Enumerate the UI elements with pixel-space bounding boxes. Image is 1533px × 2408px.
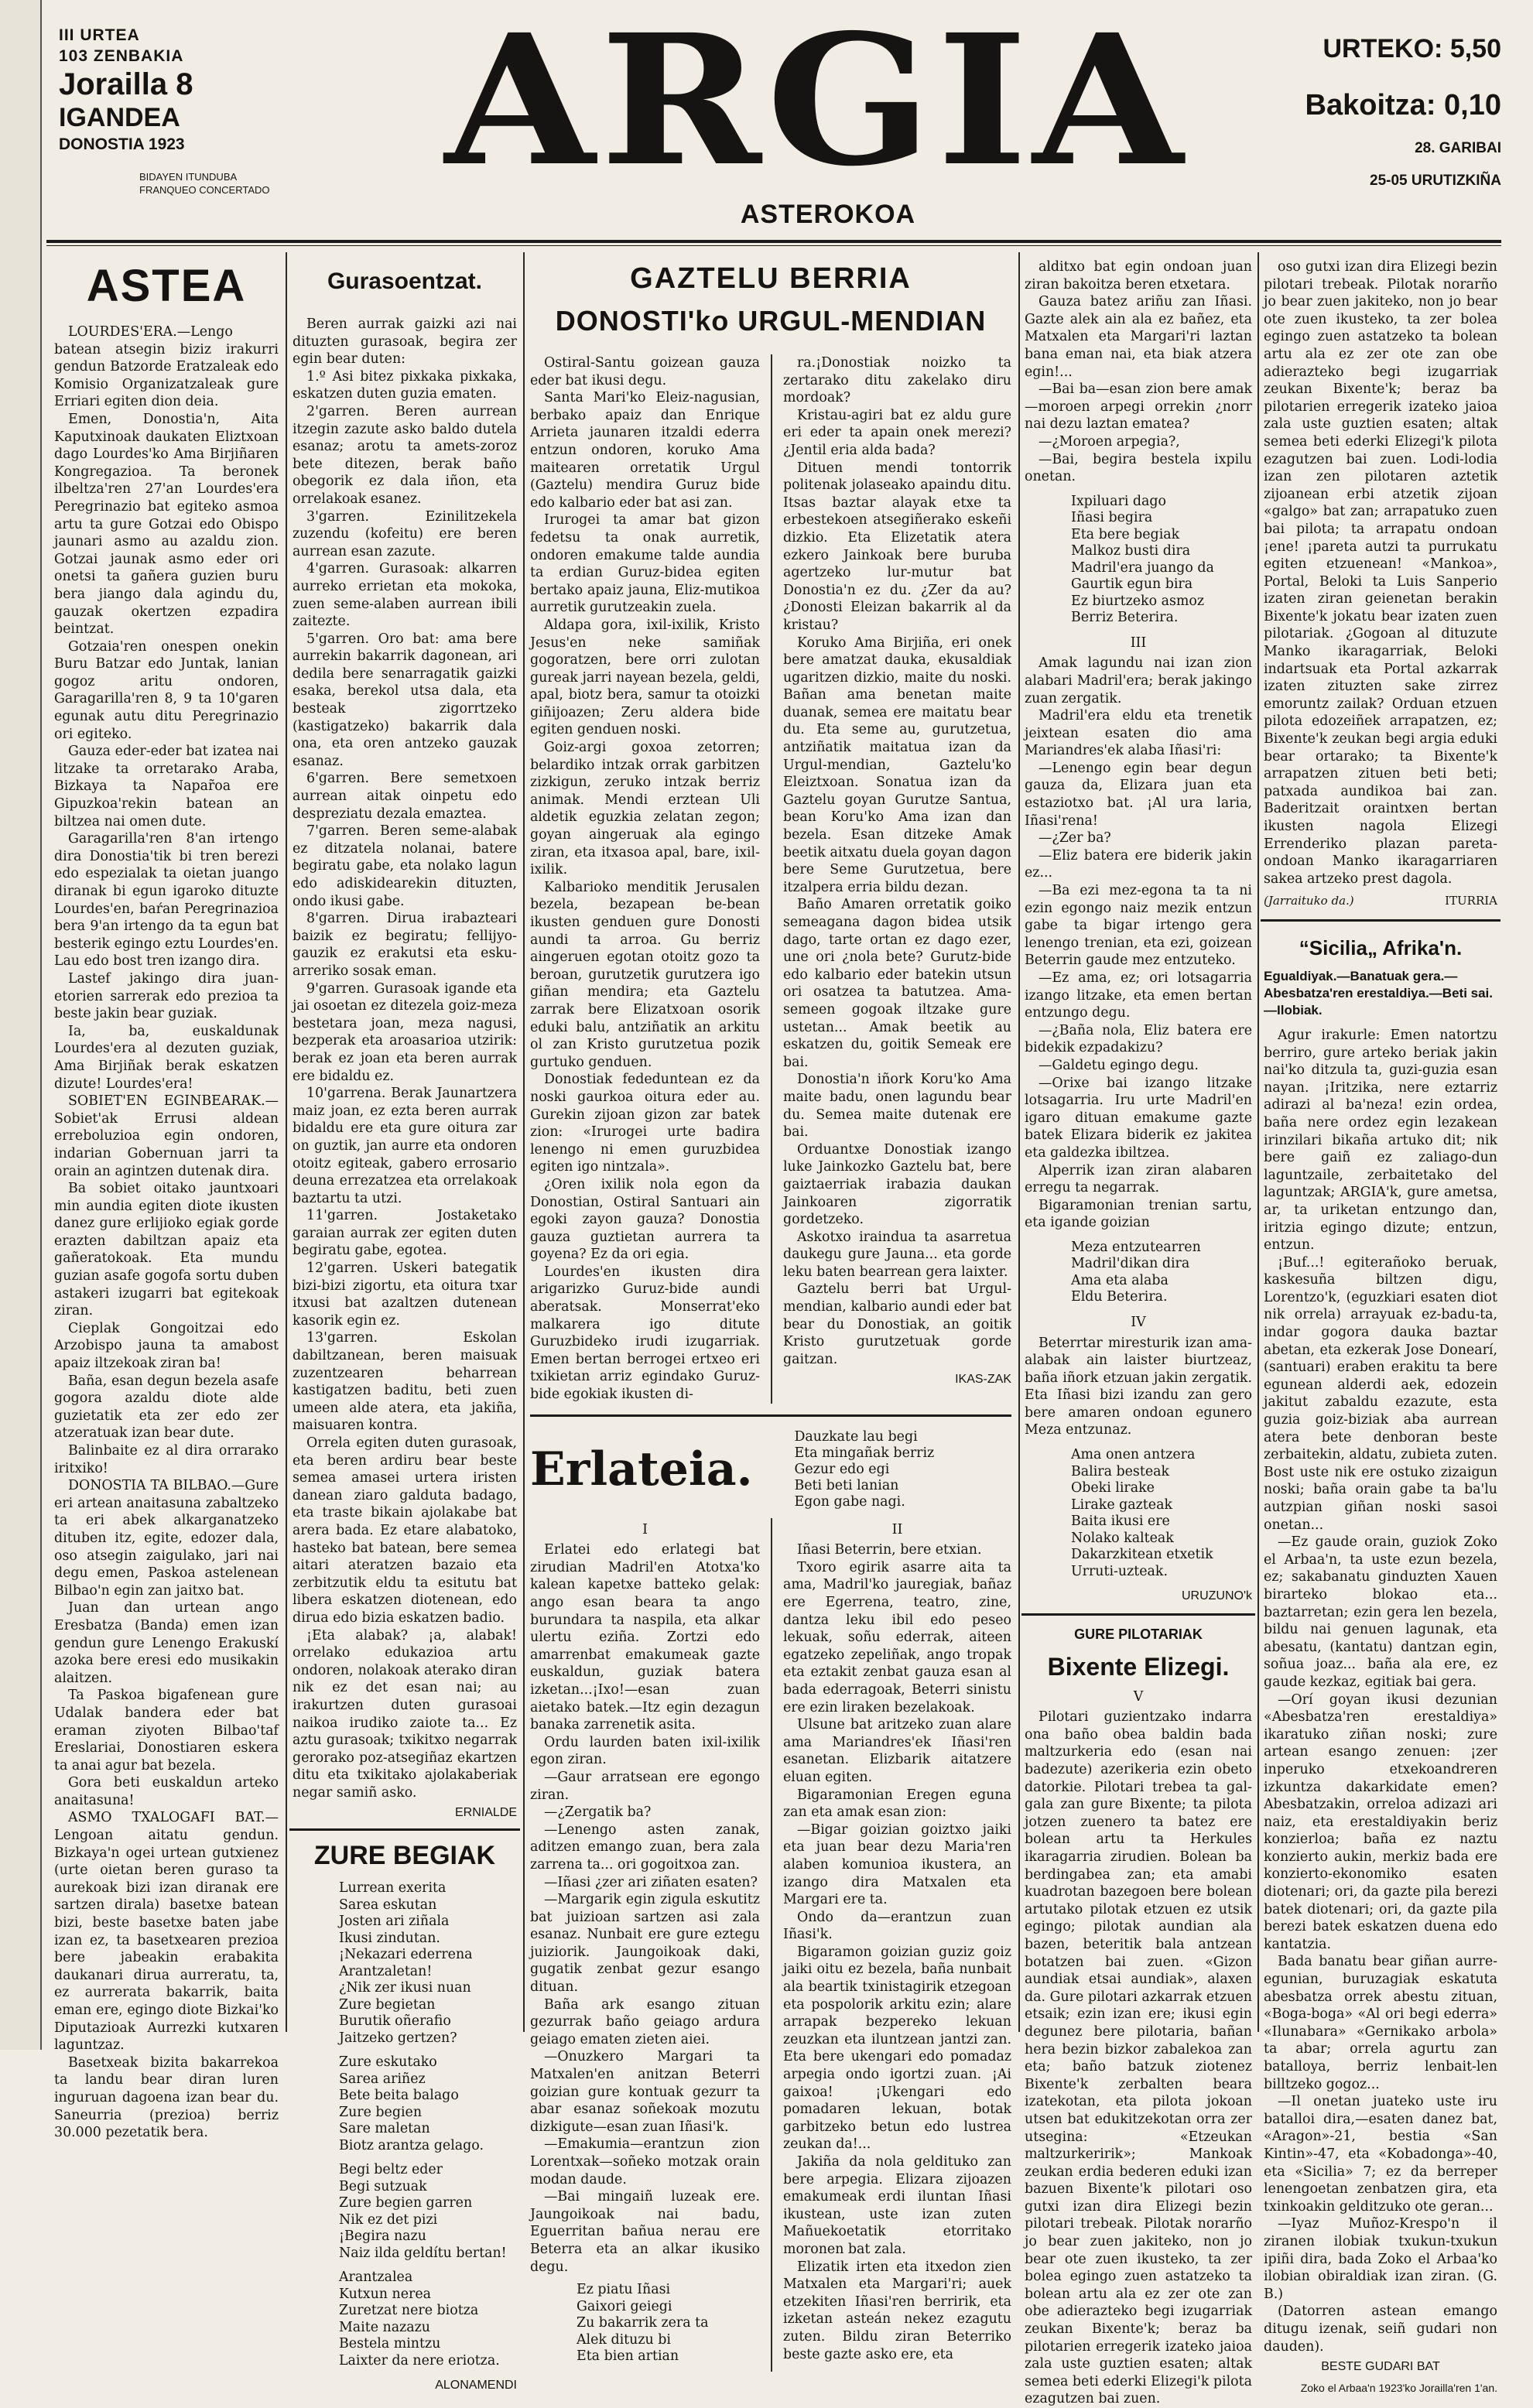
gaztelu-paragraph: Goiz-argi goxoa zetorren; belardiko intzak orrak garbitzen zizkigun, zeruko intzak berriz animak. Mendi erztean Uli aldetik eguzkia zelatan zegon; goyan aingeruak ala egingo ziran, eta itxasoa apal, bare, ixil-ixilik. <box>530 740 760 878</box>
part-iii-body <box>1025 655 1252 1232</box>
masthead-rule <box>46 240 1501 243</box>
astea-paragraph: Juan dan urtean ango Eresbatza (Banda) emen izan gendun gure Lenengo Erakuskí azoka bere eresi edo musikakin alaitzen. <box>54 1600 279 1686</box>
verse-line: Burutik oñerafio <box>339 2013 451 2030</box>
astea-paragraph: Lastef jakingo dira juan-etorien sarrerak edo prezioa ta beste jakin bear guziak. <box>54 970 279 1022</box>
erlateia-paragraph: —¿Zer ba? <box>1039 830 1111 847</box>
erlateia-paragraph: —Iñasi ¿zer ari ziñaten esaten? <box>544 1874 758 1890</box>
part-iv-body <box>1025 1335 1252 1440</box>
erlateia-paragraph: —Ez ama, ez; ori lotsagarria izango litzake, eta emen bertan entzungo degu. <box>1025 970 1252 1021</box>
verse-stanza <box>530 2282 760 2365</box>
column-erlateia-cont <box>1025 258 1252 2408</box>
verse-line: Berriz Beterira. <box>1071 610 1179 626</box>
gurasoentzat-paragraph: 3'garren. Ezinilitzekela zuzendu (kofeitu) ere beren aurrean esan zazute. <box>293 508 517 559</box>
gurasoentzat-paragraph: 6'garren. Bere semetxoen aurrean aitak oinpetu edo despreziatu dezala emaztea. <box>293 771 517 822</box>
astea-paragraph: Ta Paskoa bigafenean gure Udalak bandera eder bat eraman ziyoten Bilbao'taf Ereslariai, Donostiaren eskera ta anai agur bat bezela. <box>54 1688 279 1774</box>
pilotariak-title: Bixente Elizegi. <box>1047 1652 1230 1681</box>
single-price: Bakoitza: 0,10 <box>1305 89 1501 121</box>
verse-line: Eta bien artian <box>577 2348 679 2365</box>
erlateia-paragraph: —Bai ba—esan zion bere amak—moroen arpegi orrekin ¿norr nai dezu laztan ematea? <box>1025 381 1252 433</box>
pilotariak-kicker: GURE PILOTARIAK <box>1074 1626 1203 1642</box>
erlateia-paragraph: Bigaramon goizian guziz goiz jaiki oitu ez bezela, baña nunbait ala beartik txinistagirik etzegoan eta pospolorik arkitu ezin; alare arrapak bezpereko lekuan zeuzkan eta iluntzean jantzi zan. Eta bere ukengari edo pomadaz arpegia ondo igortzi zuan. ¡Ai gaixoa! ¡Ukengari edo pomadaren lekuan, botak garbitzeko betun edo lustrea zeukan da!... <box>782 1944 1011 2153</box>
verse-line: Zure begietan <box>339 1996 436 2013</box>
sicilia-body <box>1264 1027 1497 2355</box>
sicilia-title: “Sicilia„ Afrika'n. <box>1299 935 1463 959</box>
section-heading-gurasoentzat: Gurasoentzat. <box>327 269 483 294</box>
erlateia-paragraph: —Ba ezi mez-egona ta ta ni ezin egongo naiz mezik entzun gabe ta bigar irtengo gera lenengo trenian, eta ezi, goizean Beterrin gaude mez entzuteko. <box>1025 883 1252 969</box>
poem-stanza <box>293 2054 517 2154</box>
postal-note-1: BIDAYEN ITUNDUBA <box>139 171 238 183</box>
verse-line: Lurrean exerita <box>339 1880 447 1897</box>
verse-line: Nolako kalteak <box>1071 1530 1174 1546</box>
gurasoentzat-paragraph: 7'garren. Beren seme-alabak ez ditzatela nolanai, batere begiratu gabe, eta nolako lagun edo adiskidearekin dituzten, ondo ikusi gabe. <box>293 823 517 909</box>
sicilia-subheads: Egualdiyak.—Banatuak gera.—Abesbatza'ren erestaldiya.—Beti sai.—Ilobiak. <box>1264 968 1493 1018</box>
masthead-left-info <box>59 25 314 197</box>
gaztelu-paragraph: Dituen mendi tontorrik politenak jolaseako apaindu ditu. Itsas baztar alayak etxe ta erbestekoen atsegiñerako eskeñi dizkio. Eta Elizetatik atera ezkero Jainkoak bere buruba agertzeko lur-mutur bat Donostia'n ez du. ¿Zer da au? ¿Donosti Eleizan bakarrik al da kristau? <box>782 460 1011 633</box>
astea-paragraph: DONOSTIA TA BILBAO.—Gure eri artean anaitasuna zabaltzeko ta eri abek alkarganatzeko dituben itz, egite, edozer dala, oso atsegin zaigulako, jari nai degu emen, Paskoa astelenean Bilbao'n egin zan jaitxo bat. <box>54 1478 279 1599</box>
verse-meza <box>1025 1240 1252 1306</box>
column-gurasoentzat <box>293 258 517 2395</box>
verse-line: Naiz ilda geldítu bertan! <box>339 2245 507 2261</box>
erlateia-paragraph: alditxo bat egin ondoan juan ziran bakoitza beren etxetara. <box>1025 259 1252 292</box>
section-rule <box>530 1414 1011 1417</box>
erlateia-paragraph: Iñasi Beterrin, bere etxian. <box>796 1542 982 1558</box>
gaztelu-signature: IKAS-ZAK <box>955 1373 1011 1387</box>
verse-line: Zu bakarrik zera ta <box>577 2315 709 2331</box>
verse-line: Ez biurtzeko asmoz <box>1071 593 1204 609</box>
astea-paragraph: ASMO TXALOGAFI BAT.—Lengoan aitatu gendun. Bizkaya'n ogei urtean gutxienez (urte oietan beren guraso ta aurekoak bizi izan diranak ere sartzen dirala) basetxe batean bizi, beste basetxe baten jabe izan ez, ta basetxearen prezioa bere jabeakin erabakita daukanari dirua aurreratu, ta, ez aurrerata bakarrik, baita eman ere, egingo diote Bizkai'ko Diputazioak Aurrezki kutxaren laguntzaz. <box>54 1810 279 2054</box>
gurasoentzat-paragraph: 1.º Asi bitez pixkaka pixkaka, eskatzen duten guzia ematen. <box>293 368 517 402</box>
bixente-author: ITURRIA <box>1445 894 1497 908</box>
verse-line: Bete beita balago <box>339 2088 459 2104</box>
erlateia-paragraph: —Margarik egin zigula eskutitz bat juizioan sartzen asi zala esanaz. Nunbait ere gure eztegu juiziorik. Jaungoikoak daki, gugatik zenbat gezur esango dituan. <box>530 1892 760 1996</box>
column-astea <box>54 258 279 2142</box>
erlateia-body-left <box>530 1518 760 2372</box>
verse-line: Ez piatu Iñasi <box>577 2282 671 2298</box>
masthead-rule-thin <box>46 245 1501 246</box>
gaztelu-paragraph: Kristau-agiri bat ez aldu gure eri eder ta apain onek merezi? ¿Jentil eria alda bada? <box>782 407 1011 458</box>
erlateia-continuation <box>1025 258 1252 486</box>
erlateia-paragraph: Bigaramonian trenian sartu, eta igande goizian <box>1025 1197 1252 1231</box>
issue-place-year: DONOSTIA 1923 <box>59 135 185 153</box>
verse-line: Ixpiluari dago <box>1071 493 1167 509</box>
erlateia-paragraph: —¿Baña nola, Eliz batera ere bidekik ezpadakizu? <box>1025 1022 1252 1056</box>
gurasoentzat-paragraph: 13'garren. Eskolan dabiltzanean, beren maisuak zuzentzearen beharrean kastigatzen baditu, beti zuen umeen alde atera, eta jakiña, maisuaren kontra. <box>293 1330 517 1434</box>
erlateia-two-columns <box>530 1518 1011 2372</box>
verse-line: Gaurtik egun bira <box>1071 576 1193 593</box>
bixente-signoff <box>1264 892 1497 910</box>
section-rule <box>1021 1613 1255 1616</box>
erlateia-paragraph: Bigaramonian Eregen eguna zan eta amak esan zion: <box>782 1787 1011 1821</box>
issue-number: 103 ZENBAKIA <box>59 47 184 65</box>
issue-weekday: IGANDEA <box>59 103 180 132</box>
verse-line: Zure begien <box>339 2104 423 2120</box>
verse-line: Eldu Beterira. <box>1071 1289 1168 1305</box>
bixente-paragraph: Pilotari guzientzako indarra ona baño obea baldin bada maltzurkeria edo (esan nai badezute) azerikeria ezin obeto datorkie. Pilotari trebea ta gal-gala zan gure Bixente; ta pilota jotzen zuenero ta batez ere bolean artu ta Herkules ikaragarria zirudien. Bolean ba berdingabea zan; eta amabi kuadrotan bazegoen bere bolean artutako pilotak etzuen ez utsik egingo; pilotak aundian ala bazen, beteritik bala antzean botatzen bai zuen. «Gizon aundiak etsai aundiak», alaxen da. Gure pilotari azkarrak etzuen etsaik; ezin izan ere; ikusi egin degunez bere pilotaria, bañan hera bezin bizkor zabalekoa zan eta; baño batzuk ziotenez Bixente'k zerbalten beara izatekotan, eta pilota jokoan utsen bat edukitzekotan orra zer utsegina: «Etzeukan maltzurkeririk»; Mankoak zeukan erdia bederen eduki izan bazuen Bixente'k pilotari oso gutxi izan dira Elizegi bezin pilotari trebeak. Pilotak norarño jo bear zuen jakiteko, non jo bear ote zuen ikusteko, ta zer bolea egingo zuen astatzeko ta bolean artu ala ez zer ote zan obe adierazteko begi izugarriak zeukan Bixente'k; beraz ba pilotarien erregerik izateko jaioa zala uste guztien esaten; altak semea beti ederki Elizegi'k pilota ezagutzen bai zuen. <box>1025 1709 1252 2407</box>
verse-line: Ikusi zindutan. <box>339 1930 440 1946</box>
section-rule <box>1261 919 1500 922</box>
verse-line: Meza entzutearren <box>1071 1239 1201 1255</box>
verse-line: ¿Nik zer ikusi nuan <box>339 1980 471 1996</box>
erlateia-paragraph: —Bai, begira bestela ixpilu onetan. <box>1025 451 1252 485</box>
gaztelu-paragraph: Askotxo iraindua ta asarretua daukegu gure Jauna... eta gorde leku baten bearrean gera laixter. <box>782 1229 1011 1280</box>
gaztelu-paragraph: Orduantxe Donostiak izango luke Jainkozko Gaztelu bat, bere gaiztaerriak irabazia daukan Jainkoaren zigorratik gordetzeko. <box>782 1141 1011 1228</box>
verse-line: Zuretzat nere biotza <box>339 2303 479 2319</box>
sicilia-dateline: Zoko el Arbaa'n 1923'ko Jorailla'ren 1'an. <box>1300 2381 1497 2394</box>
erlateia-paragraph: —Galdetu egingo degu. <box>1039 1057 1199 1073</box>
verse-line: Ama onen antzera <box>1071 1447 1196 1463</box>
astea-paragraph: Baña, esan degun bezela asafe gogora azaldu diote alde guzietatik eta zer edo zer atzeratuak izan bear dute. <box>54 1373 279 1442</box>
verse-line: Arantzalea <box>339 2269 413 2286</box>
verse-line: Zure eskutako <box>339 2054 437 2071</box>
issue-date: Jorailla 8 <box>59 67 193 101</box>
sicilia-paragraph: —Il onetan juateko uste iru batalloi dira,—esaten danez bat, «Aragon»-21, bestia «San Kintin»-47, eta «Kobadonga»-40, eta «Sicilia» 7; ez da berreper lenengoetan zenbatzen gira, eta txinkoakin gelditzuko ote geran... <box>1264 2094 1497 2215</box>
verse-line: Eta bere begiak <box>1071 526 1180 542</box>
erlateia-paragraph: Ordu laurden baten ixil-ixilik egon ziran. <box>530 1734 760 1768</box>
verse-line: ¡Begira nazu <box>339 2228 426 2245</box>
gurasoentzat-paragraph: 9'garren. Gurasoak igande eta jai osoetan ez ditezela goiz-meza bestetara joan, meza nagusi, bezperak eta aroasarioa utzirik: berak ez joan eta beren aurrak ere bidaldu ez. <box>293 980 517 1084</box>
erlateia-paragraph: —Lenengo egin bear degun gauza da, Elizara juan eta estaziotxo bat. ¡Al ura laria, Iñasi'rena! <box>1025 760 1252 829</box>
erlateia-title: Erlateia. <box>530 1442 753 1497</box>
gaztelu-paragraph: Donostia'n iñork Koru'ko Ama maite badu, onen lagundu bear du. Semea maite dutenak ere bai. <box>782 1072 1011 1141</box>
section-heading-astea: ASTEA <box>86 261 247 311</box>
gurasoentzat-paragraph: 8'garren. Dirua irabazteari baizik ez begiratu; fellijyo-gauzik ez erakutsi eta esku-arreriko sosak eman. <box>293 911 517 979</box>
section-number-iv: IV <box>1131 1314 1146 1330</box>
erlateia-paragraph: —Gaur arratsean ere egongo ziran. <box>530 1769 760 1803</box>
bixente-body <box>1025 1709 1252 2408</box>
sicilia-paragraph: Bada banatu bear giñan aurre-egunian, buruzagiak eskatuta abesbatza orrek abestu zituan, «Boga-boga» «Al ori begi ederra» «Ilunabara» «Gernikako arbola» ta abar; orrela agurtu zan batalloya, berriz lenbait-len billtzeko gogoz... <box>1264 1954 1497 2092</box>
verse-line: Madril'era juango da <box>1071 559 1214 576</box>
verse-line: Biotz arantza gelago. <box>339 2137 484 2153</box>
astea-paragraph: Ba sobiet oitako jauntxoari min aundia egiten diote ikusten danez gure erlijioko egiak gorde erazten dabiltzan apaiz eta gañeratokoak. Eta mundu guzian asafe gogofa sortu duben astakeri izugarri bat egitekoak ziran. <box>54 1181 279 1319</box>
astea-paragraph: Gauza eder-eder bat izatea nai litzake ta orretarako Araba, Bizkaya ta Napar̃oa ere Gipuzkoa'rekin batean an biltzea nai omen dute. <box>54 744 279 829</box>
article-subheading-urgul: DONOSTI'ko URGUL-MENDIAN <box>555 305 987 337</box>
section-number-iii: III <box>1130 634 1147 651</box>
gaztelu-paragraph: Kalbarioko menditik Jerusalen bezela, bezapean be-bean ikusten genduen gure Donosti aundi ta arroa. Gu berriz aingeruen egotan otoitz gozo ta beroan, gurutzetik gurutzera igo giñan mendira; eta Gaztelu zarrak bere Elizatxoan osorik eduki balu, antziñatik an arkitu ol zan Kristo gurutzetua pozik gurtuko genduen. <box>530 879 760 1070</box>
inner-divider <box>771 1518 772 2372</box>
verse-line: Dauzkate lau begi <box>794 1428 918 1445</box>
column-divider <box>1018 252 1020 2032</box>
verse-line: Iñasi begira <box>1071 510 1153 526</box>
verse-line: Nik ez det pizi <box>339 2211 438 2228</box>
verse-line: ¡Nekazari ederrena <box>339 1947 473 1963</box>
gurasoentzat-paragraph: 2'garren. Beren aurrean itzegin zazute asko baldo dutela esanaz; arotu ta amets-zoroz bete ditezen, berak baño obegorik ez dala iñon, eta orrelakoak esanez. <box>293 403 517 507</box>
erlateia-paragraph: Alperrik izan ziran alabaren erregu ta negarrak. <box>1025 1162 1252 1196</box>
erlateia-paragraph: —¿Zergatik ba? <box>544 1804 652 1821</box>
astea-paragraph: Ia, ba, euskaldunak Lourdes'era al dezuten guziak, Ama Birjiñak berak eskatzen dizute! Lourdes'era! <box>54 1023 279 1092</box>
erlateia-author: URUZUNO'k <box>1181 1589 1252 1603</box>
section-number-v: V <box>1133 1688 1144 1705</box>
astea-body <box>54 323 279 2142</box>
erlateia-paragraph: —¿Moroen arpegia?, <box>1039 433 1180 450</box>
sicilia-author: BESTE GUDARI BAT <box>1321 2360 1440 2374</box>
gurasoentzat-paragraph: 11'garren. Jostaketako garaian aurrak zer egiten duten begiratu gabe, egotea. <box>293 1208 517 1259</box>
masthead-right-info <box>1246 32 1501 190</box>
astea-paragraph: Emen, Donostia'n, Aita Kaputxinoak daukaten Eliztxoan dago Lourdes'ko Ama Birjiñaren Kongregazioa. Ta beronek ilbeltza'ren 27'an Lourdes'era Peregrinazio bat egiteko asmoa artu ta gure Gotzai edo Obispo jaunari asmo au azaldu zion. Gotzai jaunak asmo eder ori onetsi ta gañera guzien buru bera jiango dala agindu du, gauzak okertzen ezpadira beintzat. <box>54 411 279 638</box>
verse-line: Madril'dikan dira <box>1071 1256 1190 1272</box>
gurasoentzat-paragraph: 10'garrena. Berak Jaunartzera maiz joan, ez ezta beren aurrak bidaldu ere eta gure oitura zar on guztik, jan aurre eta ondoren otoitz egiteak, gabero errosario deuna errezatzea eta orrelakoak baztartu ta utzi. <box>293 1086 517 1206</box>
volume-year: III URTEA <box>59 26 140 44</box>
verse-line: Obeki lirake <box>1071 1480 1155 1496</box>
bixente-paragraph: oso gutxi izan dira Elizegi bezin pilotari trebeak. Pilotak norarño jo bear zuen jakiteko, non jo bear ote zuen ikusteko, ta zer bolea egingo zuen astatzeko ta bolean artu ala ez zer ote zan obe adierazteko begi izugarriak zeukan Bixente'k; beraz ba pilotarien erregerik izateko jaioa zala uste guztien esaten; altak semea beti ederki Elizegi'k pilota ezagutzen bai zuen. Lodi-lodia izan zen pilotaren aztetik zijoanean erbi atzetik zijoan «galgo» bat zan; arrapatuko zuen bai pilota; ta arrapatu ondoan ¡ene! ¡pareta autzi ta purrukatu egiten etzuenean! «Mankoa», Portal, Beloki ta Luis Sanperio izaten ziran geienetan berakin Bixente'k jokatu bear izaten zuen pilotariak. ¿Gogoan al dituzute Manko ikaragarriak, Beloki indartsuak eta Portal azkarrak izaten zituzten sake zirrez emoruntz zailak? Orduan etzuen pilota edozeiñek arrapatzen, ez; Bixente'k zeukan begi argia eduki bear ortarako; ta Bixente'k arrapatzen zituen beti beti; patxada aundikoa bai zan. Baderitzait oraintxen bertan ikusten nagola Elizegi Errenderiko plazan pareta-ondoan Manko ikaragarriaren sakea artzeko prest dagola. <box>1264 259 1497 887</box>
verse-line: Begi sutzuak <box>339 2178 427 2194</box>
gurasoentzat-paragraph: 12'garren. Uskeri bategatik bizi-bizi zigortu, eta oitura txar itxusi bat azaltzen dutenean kasorik egin ez. <box>293 1260 517 1329</box>
sicilia-paragraph: Agur irakurle: Emen natortzu berriro, gure arteko beriak jakin nai'ko ditzula ta, guzi-guzia esan nayan. ¡Iritzika, nere eztarriz adirazi al ba'neza! ezin ordea, baña nere ordez egin lezakean irinzilari bikaña artuko dit; nik bere gaiñ ez zaliago-dun laguntzaile, zerbaitetako del laguntzak; ARGIA'k, gure ametsa, ar, ta uriketan entzungo dan, iritzia egingo dizute; entzun, entzun. <box>1264 1027 1497 1254</box>
adjacent-page-strip <box>0 0 42 2050</box>
verse-line: Josten ari ziñala <box>339 1914 450 1930</box>
astea-paragraph: Cieplak Gongoitzai edo Arzobispo jauna ta amabost apaiz iltzekoak ziran ba! <box>54 1320 279 1372</box>
section-number-ii: II <box>891 1521 903 1537</box>
verse-line: Maite nazazu <box>339 2319 431 2335</box>
gaztelu-paragraph: Aldapa gora, ixil-ixilik, Kristo Jesus'en neke samiñak gogoratzen, bere orri zulotan gureak jarri nayean bezela, geldi, apal, biotz bera, samur ta otoizki giñijoazen; Zeru aldera bide egiten genduen noski. <box>530 617 760 738</box>
erlateia-paragraph: Txoro egirik asarre aita ta ama, Madril'ko jauregiak, bañaz ere Egerrena, teatro, zine, dantza leku ibil edo peseo lekuak, soñu ederrak, aiteen egatzeko zepeliñak, ango tropak eta eztakit zenbat gauza esan al bada ederragoak, Beterri sinistu ere ezin liraken bezelakoak. <box>782 1559 1011 1715</box>
verse-line: Lirake gazteak <box>1071 1496 1172 1513</box>
verse-line: Egon gabe nagi. <box>794 1493 905 1510</box>
erlateia-paragraph: Beterrtar miresturik izan ama-alabak ain laister biurtzeaz, baña iñork etzuan jakin zergatik. Eta Iñasi bizi izandu zan gero bere amaren ondoan egunero Meza entzunaz. <box>1025 1335 1252 1438</box>
author-signature: ERNIALDE <box>454 1806 517 1820</box>
verse-line: Urruti-uzteak. <box>1071 1563 1168 1579</box>
column-divider <box>1258 252 1259 2032</box>
gaztelu-paragraph: Koruko Ama Birjiña, eri onek bere amatzat dauka, ekusaldiak ugaritzen dizkio, maite du noski. Bañan ama benetan maite duanak, semea ere maitatu bear du. Eta seme au, gurutzetua, antziñatik maitatua izan da Urgul-mendian, Gaztelu'ko Eleiztxoan. Sonatua izan da Gaztelu goyan Gurutze Santua, bean Koru'ko Ama izan dan bezela. Esan ditzeke Amak beetik aitxatu duela goyan dagon bere Seme Gurutzetua, bere itzalpera erria bildu dezan. <box>782 634 1011 895</box>
gurasoentzat-paragraph: ¡Eta alabak? ¡a, alabak! orrelako edukazioa artu ondoren, nolakoak aterako diran nik ez det esan nai; au irakurtzen duten gurasoai naikoa irudiko zaiote ta... Ez aztu gurasoak; txikitxo negarrak gerorako poz-atsegiñaz ekartzen ditu eta txikitako ajolakaberiak negar samiñ asko. <box>293 1627 517 1801</box>
column-divider <box>523 252 525 2032</box>
annual-price: URTEKO: 5,50 <box>1323 34 1501 63</box>
newspaper-title: ARGIA <box>444 0 1189 206</box>
gaztelu-body-left <box>530 354 760 1404</box>
verse-line: Gezur edo egi <box>794 1461 890 1477</box>
erlateia-paragraph: Ondo da—erantzun zuan Iñasi'k. <box>782 1909 1011 1943</box>
inner-divider <box>771 354 772 1404</box>
article-heading-gaztelu: GAZTELU BERRIA <box>630 262 912 295</box>
sicilia-paragraph: —Iyaz Muñoz-Krespo'n il ziranen ilobiak txukun-txukun ipiñi dira, bada Zoko el Arbaa'ko ilobian obiraldiak izan ziran. (G. B.) <box>1264 2216 1497 2302</box>
erlateia-paragraph: Ulsune bat aritzeko zuan alare ama Mariandres'ek Iñasi'ren esanetan. Elizbarik aitatzere eluan egiten. <box>782 1717 1011 1785</box>
verse-line: Zure begien garren <box>339 2195 473 2211</box>
poem-author: ALONAMENDI <box>435 2379 517 2393</box>
gurasoentzat-paragraph: Beren aurrak gaizki azi nai dituzten gurasoak, begira zer egin bear duten: <box>293 316 517 368</box>
column-divider <box>286 252 287 2032</box>
bixente-continuation <box>1264 258 1497 888</box>
erlateia-paragraph: —Eliz batera ere biderik jakin ez... <box>1025 847 1252 881</box>
gaztelu-paragraph: Santa Mari'ko Eleiz-nagusian, berbako apaiz dan Enrique Arrieta jaunaren itzaldi ederra entzun ondoren, koruko Ama maitearen orretatik Urgul (Gaztelu) mendira Guruz bide edo kalbario eder bat asi zan. <box>530 390 760 511</box>
erlateia-paragraph: Elizatik irten eta itxedon zien Matxalen eta Margari'ri; auek etzekiten Iñasi'ren berririk, eta izketan asteán nekez ezagutu zuten. Bildu ziran Beterriko beste gazte asko ere, eta <box>782 2259 1011 2362</box>
verse-line: Begi beltz eder <box>339 2162 443 2178</box>
section-number-i: I <box>642 1521 648 1537</box>
erlateia-paragraph: —Onuzkero Margari ta Matxalen'en anitzan Beterri goizian gure kontuak gezurr ta abar esanaz soñekoak mozutu dizkigute—esan zuan Iñasi'k. <box>530 2049 760 2135</box>
verse-ama-onen <box>1025 1447 1252 1580</box>
poem-title-zure-begiak: ZURE BEGIAK <box>313 1841 496 1871</box>
astea-paragraph: SOBIET'EN EGINBEARAK.—Sobiet'ak Errusi aldean erreboluzioa egin ondoren, indarian Gobernuan jarri ta orain an agintzen dutenak dira. <box>54 1093 279 1179</box>
verse-ixpiluari <box>1025 494 1252 627</box>
verse-line: Laixter da nere eriotza. <box>339 2352 500 2369</box>
astea-paragraph: Balinbaite ez al dira orrarako iritxiko! <box>54 1443 279 1476</box>
erlateia-paragraph: —Orixe bai izango litzake lotsagarria. Iru urte Madril'en igaro dituan emakume gazte batek Elizara biderik ez jakitea eta galdezka ibiltzea. <box>1025 1075 1252 1161</box>
gurasoentzat-paragraph: 4'garren. Gurasoak: alkarren aurreko errietan eta mokoka, zuen seme-alaben aurrean ibili zaitezte. <box>293 561 517 630</box>
gaztelu-body-right-wrap <box>783 354 1011 1404</box>
verse-line: Malkoz busti dira <box>1071 543 1191 559</box>
poem-stanza <box>293 2269 517 2369</box>
erlateia-paragraph: Jakiña da nola geldituko zan bere arpegia. Elizara zijoazen emakumeak erdi iluntan Iñasi ikustean, uste izan zuten Mañuekoetatik etorritako moronen bat zala. <box>782 2154 1011 2257</box>
sicilia-paragraph: —Ez gaude orain, guziok Zoko el Arbaa'n, ta uste ezun bezela, ez; sakabanatu ginduzten Xauen birarteko blokao eta... baztarretan; ezin gera len bezela, bildu nai genuen lagunak, eta abesatu, (kantatu) dantzan egin, soñua joaz... baña ala ere, ez gaude kezkaz, egitiak bai gera. <box>1264 1534 1497 1690</box>
postal-note-2: FRANQUEO CONCERTADO <box>139 184 270 196</box>
verse-line: Baita ikusi ere <box>1071 1514 1170 1530</box>
erlateia-header <box>530 1429 1011 1510</box>
gaztelu-paragraph: ¿Oren ixilik nola egon da Donostian, Ostiral Santuari ain egoki zayon gauza? Donostia gauza guztietan aurrera ta goyena? Ez da ori egia. <box>530 1176 760 1263</box>
gaztelu-two-columns <box>530 354 1011 1404</box>
erlateia-paragraph: —Bai mingaiñ luzeak ere. Jaungoikoak nai badu, Eguerritan bañua nerau ere Beterra eta an alkar ikusiko degu. <box>530 2189 760 2275</box>
erlateia-paragraph: —Bigar goizian goiztxo jaiki eta juan bear dezu Maria'ren alaben komunioa ikustera, an izango dira Matxalen eta Margari ere ta. <box>782 1821 1011 1908</box>
section-rule <box>289 1828 520 1831</box>
gurasoentzat-paragraph: 5'garren. Oro bat: ama bere aurrekin bakarrik dagonean, ari dedila bere senarragatik gaizki esaka, berekol utsa dala, eta besteak zigorrtzeko (kastigatzeko) bakarrik dala ona, eta oren antzeko gauzak esanaz. <box>293 631 517 769</box>
verse-line: Dakarzkitean etxetik <box>1071 1547 1213 1563</box>
erlateia-paragraph: —Emakumia—erantzun zion Lorentxak—soñeko motzak orain modan daude. <box>530 2136 760 2187</box>
poem-stanza <box>293 2162 517 2262</box>
erlateia-paragraph: Madril'era eldu eta trenetik jeixtean esaten dio ama Mariandres'ek alaba Iñasi'ri: <box>1025 708 1252 759</box>
astea-paragraph: Gotzaia'ren onespen onekin Buru Batzar edo Juntak, lanian gogoz aritu ondoren, Garagarilla'ren 8, 9 ta 10'garen egunak autu ditu Peregrinazio ori egiteko. <box>54 638 279 742</box>
gaztelu-paragraph: Ostiral-Santu goizean gauza eder bat ikusi degu. <box>530 355 760 388</box>
gaztelu-paragraph: Irurogei ta amar bat gizon fedetsu ta onak aurretik, ondoren emakume talde aundia ta erdian Guruz-bidea egiten bertako apaiz jauna, Eliz-mutikoa aurretik gurutzeakin zuela. <box>530 512 760 616</box>
verse-line: Eta mingañak berriz <box>794 1445 935 1461</box>
verse-line: Arantzaletan! <box>339 1963 433 1979</box>
gaztelu-paragraph: Lourdes'en ikusten dira arigarizko Guruz-bide aundi aberatsak. Monserrat'eko malkarera igo ditute Guruzbideko irudi izugarriak. Emen bertan berrogei ertxeo eri txikietan arriz egindako Guruz-bide egokiak ikusten di- <box>530 1264 760 1403</box>
verse-line: Balira besteak <box>1071 1463 1170 1479</box>
column-gaztelu-berria <box>530 258 1011 2372</box>
gaztelu-paragraph: Baño Amaren orretatik goiko semeagana dagon bidea utsik dago, tarte ortan ez dago ezer, une ori ¿nola bete? Gurutz-bide edo kalbario eder batekin utsun ori osatzea ta batutzea. Ama-semeen gogoak iltzake gure ustetan... Amak beetik au eskatzen du, goitik Semeak ere bai. <box>782 897 1011 1070</box>
basque-date-1: 28. GARIBAI <box>1415 140 1501 156</box>
poem-zure-begiak <box>293 1880 517 2369</box>
sicilia-paragraph: —Orí goyan ikusi dezunian «Abesbatza'ren erestaldiya» ikaratuko ziñan noski; zure artean esango zenuen: ¡zer inperuko etxekoandreren izkuntza dakarkidate emen? Abesbatzakin, orreloa adizazi ari naiz, eta erestaldiyakin beriz konzierloa; baña ez naztu konzierto aukin, merkiz bada ere konzierto-ekonomiko esaten diotenari; ori, da gazte pila berezi batek diotenari; ori, da gazte pila berezi batek eskatzen duena edo kantatzia. <box>1264 1691 1497 1952</box>
verse-line: Jaitzeko gertzen? <box>339 2030 457 2046</box>
erlateia-paragraph: Amak lagundu nai izan zion alabari Madril'era; berak jakingo zuan zergatik. <box>1025 655 1252 706</box>
verse-line: Kutxun nerea <box>339 2286 431 2302</box>
gaztelu-body-right <box>783 354 1011 1368</box>
newspaper-subtitle: ASTEROKOA <box>740 200 916 229</box>
erlateia-paragraph: —Lenengo asten zanak, aditzen emango zuan, bera zala zarrena ta... ori gogoitxoa zan. <box>530 1821 760 1873</box>
column-sicilia <box>1264 258 1497 2396</box>
verse-line: Beti beti lanian <box>794 1477 899 1493</box>
verse-line: Alek dituzu bi <box>577 2331 671 2348</box>
sicilia-paragraph: (Datorren astean emango ditugu izenak, seiñ gudari non dauden). <box>1264 2304 1497 2355</box>
erlateia-paragraph: Erlatei edo erlategi bat zirudian Madril'en Atotxa'ko kalean kapetxe batteko gelak: ango esan beara ta ango burundara ta naspila, eta alkar ulertu eziña. Zortzi edo amarrenbat emakumeak gazte euskaldun, guziak batera izketan...¡Ixo!—esan zuan aietako batek.—Itz egin dezagun banaka zarrenetik asita. <box>530 1542 760 1733</box>
verse-line: Bestela mintzu <box>339 2336 441 2352</box>
erlateia-body-right <box>783 1518 1011 2372</box>
basque-date-2: 25-05 URUTIZKIÑA <box>1370 173 1501 189</box>
erlateia-paragraph: Gauza batez ariñu zan Iñasi. Gazte alek ain ala ez bañez, eta Matxalen eta Margari'ri laztan bana eman nai, eta biak atzera egin!... <box>1025 294 1252 380</box>
gurasoentzat-body <box>293 316 517 1801</box>
gaztelu-paragraph: Gaztelu berri bat Urgul-mendian, kalbario aundi eder bat bear du Donostiak, an goitik Kristo gurutzetuak gorde gaitzan. <box>782 1281 1011 1367</box>
astea-paragraph: Garagarilla'ren 8'an irtengo dira Donostia'tik bi tren berezi edo espezialak ta oietan juango diranak bi egun igaroko dituzte Lourdes'en, baŕan Peregrinazioa bera 9'an irtengo da ta egun bat besterik egingo eztu Lourdes'en. Lau edo bost tren izango dira. <box>54 831 279 970</box>
verse-line: Sarea eskutan <box>339 1897 437 1913</box>
gurasoentzat-paragraph: Orrela egiten duten gurasoak, eta beren ardiru bear beste semea amasei urtera iristen danean ziaro galduta badago, eta traste bikain ajolakabe bat arera bada. Ez etare alabatoko, hasteko bat batean, bere semea aitari ateratzen bazaio eta zerbitzutik eldu ta esitutu bat libera eskatzen diotenean, edo dirua edo bizia eskatzen badio. <box>293 1435 517 1626</box>
gaztelu-paragraph: Donostiak fededuntean ez da noski gaurkoa oitura eder au. Gurekin zijoan gizon zar batek zion: «Irurogei urte badira lenengo ni emen guruzbidea egiten igo nintzala». <box>530 1072 760 1175</box>
verse-line: Sarea ariñez <box>339 2071 426 2087</box>
newspaper-page <box>46 0 1501 2407</box>
poem-stanza <box>293 1880 517 2047</box>
sicilia-paragraph: ¡Buf...! egiterañoko beruak, kaskesuña biltzen digu, Lorentzo'k, (eguzkiari esaten diot nik orrela) arrayuak ez-badu-ta, indar gogora dauka baztar abetan, eta ezkerak Jose Donearí, (santuari) eraben erakitu ta bere egunean alderdi aek, edozein jakitut zabaldu ezazute, esta guzia goiz-biziak aba aurrean atera bete denboran beste zerbaitekin, aldatu, zubieta zuten. Bost uste nik ere ostuko zizaigun noski; baña orain gabe ta ba'lu autzpian giñan noski sasoi onetan... <box>1264 1254 1497 1533</box>
verse-line: Gaixori geiegi <box>577 2298 672 2314</box>
astea-paragraph: Basetxeak bizita bakarrekoa ta landu bear diran luren inguruan dagoena izan bear du. Saneurria (prezioa) berriz 30.000 pezetatik bera. <box>54 2054 279 2141</box>
verse-line: Sare maletan <box>339 2121 430 2137</box>
to-be-continued: (Jarraituko da.) <box>1264 894 1354 908</box>
astea-paragraph: Gora beti euskaldun arteko anaitasuna! <box>54 1775 279 1808</box>
erlateia-paragraph: Baña ark esango zituan gezurrak baño geiago ardura geiago ematen zieten aiei. <box>530 1996 760 2047</box>
astea-paragraph: LOURDES'ERA.—Lengo batean atsegin biziz irakurri gendun Batzorde Eratzaleak edo Komisio Organizatzaleak gure Erriari egiten dion deia. <box>54 324 279 410</box>
erlateia-verse <box>763 1429 1011 1510</box>
verse-line: Ama eta alaba <box>1071 1272 1169 1288</box>
gaztelu-paragraph: ra.¡Donostiak noizko ta zertarako ditu zakelako diru mordoak? <box>782 355 1011 406</box>
